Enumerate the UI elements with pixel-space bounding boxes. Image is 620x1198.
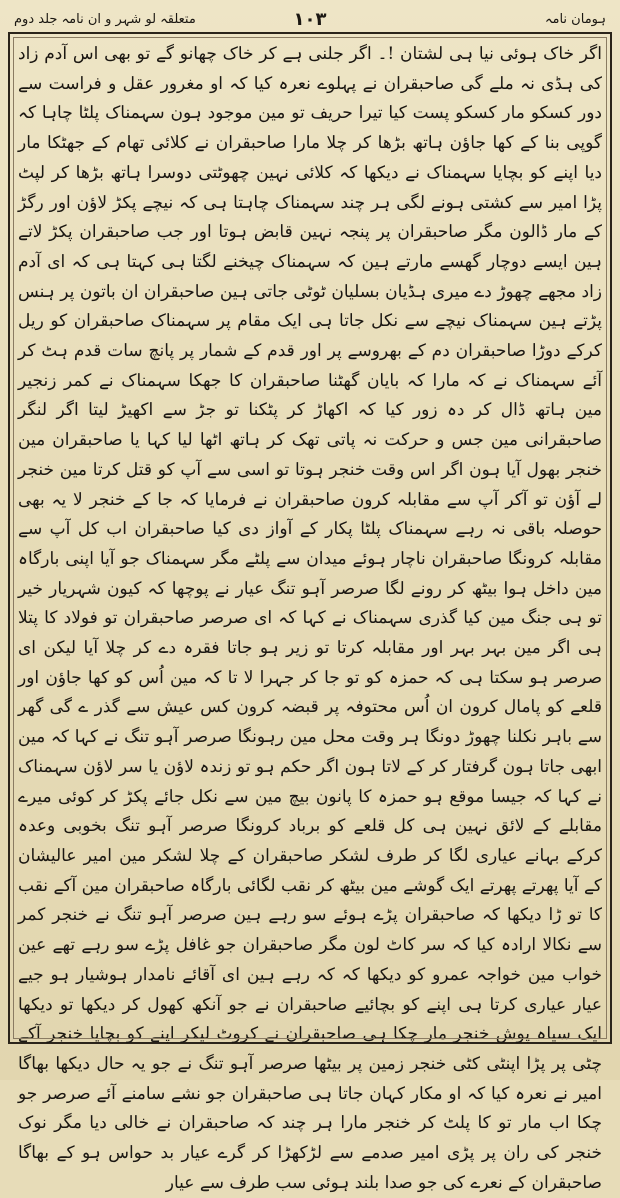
running-title-right: ہومان نامہ (544, 11, 606, 27)
running-title-left: متعلقہ لو شہر و ان نامہ جلد دوم (14, 11, 196, 27)
page-header (8, 6, 612, 32)
main-body-text: اگر خاک ہوئی نیا ہی لشتان !۔ اگر جلنی ہے کر خاک چھانو گے تو بھی اس آدم زاد کی ہڈی نہ ملے گی صاحبقران نے پہلوے نعرہ کیا کہ او مغرور عقل و فراست سے دور کسکو مار کسکو پست کیا تیرا حریف تو مین موجود ہون سہمناک پلٹا چاہا کہ گوپی بنا کے کھا جاؤن ہاتھ بڑھا کر چلا مارا صاحبقران نے کلائی تھام کے جھٹکا مار دیا اپنے کو بچایا سہمناک نے دیکھا کہ کلائی نہین چھوٹتی دوسرا ہاتھ بڑھا کر لپٹ پڑا امیر سے کشتی ہونے لگی ہر چند سہمناک چاہتا ہی کہ نیچے پکڑ لاؤن اور رگڑ کے مار ڈالون مگر صاحبقران پر پنجہ نہین قابض ہوتا اور جب صاحبقران پکڑ لاتے ہین ایسے دوچار گھسے مارتے ہین کہ سہمناک چیخنے لگتا ہی کہتا ہی کہ ای آدم زاد مجھے چھوڑ دے میری ہڈیان بسلیان ٹوٹی جاتی ہین صاحبقران ان باتون پر ہنس پڑتے ہین سہمناک نیچے سے نکل جاتا ہی ایک مقام پر سہمناک صاحبقران کو ریل کرکے دوڑا صاحبقران دم کے بھروسے پر اور قدم کے شمار پر پانچ سات قدم ہٹ کر آئے سہمناک نے کہ مارا کہ بایان گھٹنا صاحبقران کا جھکا سہمناک نے کمر زنجیر مین ہاتھ ڈال کر دہ زور کیا کہ اکھاڑ کر پٹکنا تو جڑ سے اکھیڑ لیتا اگر لنگر صاحبقرانی مین جس و حرکت نہ پاتی تھک کر ہاتھ اٹھا لیا کہا یا صاحبقران مین خنجر بھول آیا ہون اگر اس وقت خنجر ہوتا تو اسی سے آپ کو قتل کرتا مین خنجر لے آؤن تو آکر آپ سے مقابلہ کرون صاحبقران نے فرمایا کہ جا کے خنجر لا یہ بھی حوصلہ باقی نہ رہے سہمناک پلٹا پکار کے آواز دی کیا صاحبقران اب کل آپ سے مقابلہ کرونگا صاحبقران ناچار ہوئے میدان سے پلٹے مگر سہمناک جو آیا اپنی بارگاہ مین داخل ہوا بیٹھ کر رونے لگا صرصر آہو تنگ عیار نے پوچھا کہ کیون شہریار خیر تو ہی جنگ مین کیا گذری سہمناک نے کہا کہ ای صرصر صاحبقران تو فولاد کا پتلا ہی اگر مین بہر بہر اور مقابلہ کرتا تو زیر ہو جاتا فقرہ دے کر چلا آیا لیکن ای صرصر ہو سکتا ہی کہ حمزہ کو تو جا کر جہرا لا تا کہ مین اُس کو کھا جاؤن اور قلعے کو پامال کرون ان اُس محتوفہ پر قبضہ کرون کس عیش سے گذر ے گی گھر سے باہر نکلنا چھوڑ دونگا ہر وقت محل مین رہونگا صرصر آہو تنگ نے کہا کہ مین ابھی جاتا ہون گرفتار کر کے لاتا ہون اگر حکم ہو تو زندہ لاؤن یا سر لاؤن سہمناک نے کہا کہ جیسا موقع ہو حمزہ کا پانون بیچ مین سے نکل جائے پکڑ کر کوئی میرے مقابلے کے لائق نہین ہی کل قلعے کو برباد کرونگا صرصر آہو تنگ بخوبی وعدہ کرکے بہانے عیاری لگا کر طرف لشکر صاحبقران کے چلا لشکر مین امیر عالیشان کے آیا پھرتے پھرتے ایک گوشے مین بیٹھ کر نقب لگائی بارگاہ صاحبقران مین آکے نقب کا تو ڑا دیکھا کہ صاحبقران پڑے ہوئے سو رہے ہین صرصر آہو تنگ نے خنجر کمر سے نکالا ارادہ کیا کہ سر کاٹ لون مگر صاحبقران جو غافل پڑے سو رہے تھے عین خواب مین خواجہ عمرو کو دیکھا کہ کہ رہے ہین ای آقائے نامدار ہوشیار ہو جیے عیار عیاری کرتا ہی اپنے کو بچائیے صاحبقران نے جو آنکھ کھول کر دیکھا تو دیکھا ایک سیاہ پوش خنجر مار چکا ہی صاحبقران نے کروٹ لیکر اپنے کو بچایا خنجر آکے چٹی پر پڑا اپنٹی کٹی خنجر زمین پر بیٹھا صرصر آہو تنگ نے جو یہ حال دیکھا بھاگا امیر نے نعرہ کیا کہ او مکار کہان جاتا ہی صاحبقران جو نشے سامنے آئے صرصر جو چکا اب مار تو کا پلٹ کر خنجر مارا ہر چند کہ صاحبقران نے خالی دیا مگر نوک خنجر کی ران پر پڑی امیر صدمے سے لڑکھڑا کر گرے عیار بد حواس ہو کے بھاگا صاحبقران کے نعرے کی جو صدا بلند ہوئی سب طرف سے عیار (18, 44, 602, 1193)
page-number: ۱۰۳ (293, 8, 327, 30)
text-frame (8, 32, 612, 1193)
